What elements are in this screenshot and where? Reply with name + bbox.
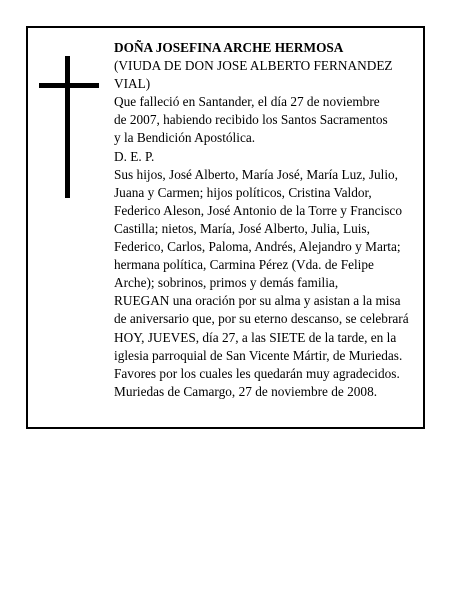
obituary-notice	[26, 26, 425, 429]
notice-line: (VIUDA DE DON JOSE ALBERTO FERNANDEZ	[114, 58, 393, 74]
notice-date-line: Muriedas de Camargo, 27 de noviembre de 2008.	[114, 383, 378, 399]
dep-line: D. E. P.	[114, 148, 155, 164]
notice-line: Favores por los cuales les quedarán muy agradecidos.	[114, 365, 400, 381]
notice-line: Arche); sobrinos, primos y demás familia,	[114, 275, 339, 291]
notice-line: RUEGAN una oración por su alma y asistan a la misa	[114, 293, 401, 309]
notice-line: HOY, JUEVES, día 27, a las SIETE de la tarde, en la	[114, 329, 397, 345]
notice-line: VIAL)	[114, 76, 151, 92]
notice-line: de 2007, habiendo recibido los Santos Sacramentos	[114, 112, 388, 128]
notice-text	[114, 39, 424, 401]
notice-line: Que falleció en Santander, el día 27 de noviembre	[114, 94, 380, 110]
cross-horizontal-bar	[39, 83, 99, 88]
notice-line: Federico, Carlos, Paloma, Andrés, Alejandro y Marta;	[114, 239, 401, 255]
notice-line: Juana y Carmen; hijos políticos, Cristina Valdor,	[114, 184, 372, 200]
notice-line: de aniversario que, por su eterno descanso, se celebrará	[114, 311, 409, 327]
notice-line: hermana política, Carmina Pérez (Vda. de Felipe	[114, 257, 374, 273]
latin-cross-icon	[39, 56, 99, 198]
notice-line: iglesia parroquial de San Vicente Mártir, de Muriedas.	[114, 347, 403, 363]
notice-line: Sus hijos, José Alberto, María José, María Luz, Julio,	[114, 166, 399, 182]
notice-line: y la Bendición Apostólica.	[114, 130, 256, 146]
notice-line: Federico Aleson, José Antonio de la Torre y Francisco	[114, 202, 402, 218]
notice-line: Castilla; nietos, María, José Alberto, Julia, Luis,	[114, 220, 370, 236]
deceased-name: DOÑA JOSEFINA ARCHE HERMOSA	[114, 40, 344, 55]
cross-vertical-bar	[65, 56, 70, 198]
